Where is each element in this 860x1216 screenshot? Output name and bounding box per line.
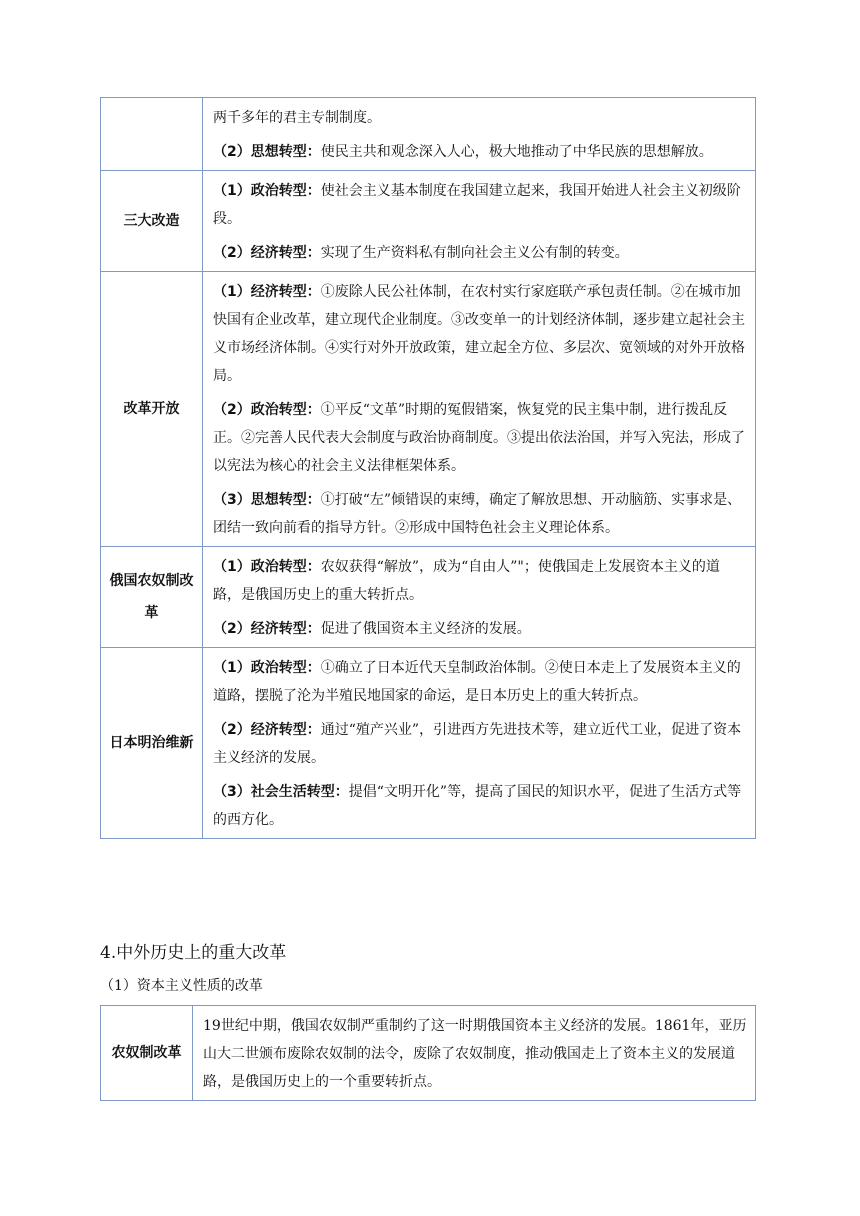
content-paragraph	[213, 396, 747, 480]
sub-section-title: （1）资本主义性质的改革	[100, 978, 263, 994]
content-paragraph	[213, 486, 747, 542]
paragraph-heading: （2）经济转型：	[213, 722, 321, 738]
content-paragraph	[213, 553, 747, 609]
row-label: 日本明治维新	[101, 648, 203, 839]
paragraph-text: 使社会主义基本制度在我国建立起来，我国开始进人社会主义初级阶段。	[213, 183, 741, 227]
row-content	[203, 98, 756, 171]
table-row	[101, 272, 756, 547]
paragraph-heading: （1）政治转型：	[213, 183, 321, 199]
row-content	[203, 648, 756, 839]
paragraph-text: 提倡“文明开化”等，提高了国民的知识水平，促进了生活方式等的西方化。	[213, 784, 742, 828]
content-paragraph	[213, 716, 747, 772]
paragraph-text: ①打破“左”倾错误的束缚，确定了解放思想、开动脑筋、实事求是、团结一致向前看的指导方针。②形成中国特色社会主义理论体系。	[213, 492, 742, 536]
paragraph-heading: （1）经济转型：	[213, 284, 321, 300]
paragraph-text: 通过“殖产兴业”，引进西方先进技术等，建立近代工业，促进了资本主义经济的发展。	[213, 722, 742, 766]
capitalist-reform-table	[100, 1005, 756, 1101]
row-label: 三大改造	[101, 171, 203, 272]
table-row	[101, 648, 756, 839]
content-paragraph	[213, 104, 747, 132]
row-label: 改革开放	[101, 272, 203, 547]
paragraph-heading: （1）政治转型：	[213, 559, 321, 575]
content-paragraph	[213, 138, 747, 166]
paragraph-heading: （2）经济转型：	[213, 245, 321, 261]
table-row	[101, 1006, 756, 1101]
paragraph-heading: （2）思想转型：	[213, 144, 321, 160]
paragraph-text: 实现了生产资料私有制向社会主义公有制的转变。	[320, 245, 629, 261]
paragraph-heading: （1）政治转型：	[213, 660, 321, 676]
paragraph-heading: （2）政治转型：	[213, 402, 321, 418]
section-title: 4.中外历史上的重大改革	[100, 943, 287, 963]
paragraph-text: 农奴获得“解放”，成为“自由人”"；使俄国走上发展资本主义的道路，是俄国历史上的重大转折点。	[213, 559, 720, 603]
content-paragraph	[213, 654, 747, 710]
table-row	[101, 98, 756, 171]
paragraph-text: 使民主共和观念深入人心，极大地推动了中华民族的思想解放。	[320, 144, 713, 160]
paragraph-text: 两千多年的君主专制制度。	[213, 110, 381, 126]
paragraph-heading: （2）经济转型：	[213, 621, 321, 637]
table-row	[101, 171, 756, 272]
paragraph-text: ①确立了日本近代天皇制政治体制。②使日本走上了发展资本主义的道路，摆脱了沦为半殖民地国家的命运，是日本历史上的重大转折点。	[213, 660, 741, 704]
row-label: 农奴制改革	[101, 1006, 193, 1101]
content-paragraph	[213, 239, 747, 267]
row-label: 俄国农奴制改革	[101, 547, 203, 648]
content-paragraph	[213, 278, 747, 390]
row-content: 19世纪中期，俄国农奴制严重制约了这一时期俄国资本主义经济的发展。1861年，亚历山大二世颁布废除农奴制的法令，废除了农奴制度，推动俄国走上了资本主义的发展道路，是俄国历史上的一个重要转折点。	[193, 1006, 756, 1101]
row-content	[203, 171, 756, 272]
content-paragraph	[213, 177, 747, 233]
row-content	[203, 547, 756, 648]
paragraph-text: ①平反“文革”时期的冤假错案，恢复党的民主集中制，进行拨乱反正。②完善人民代表大会制度与政治协商制度。③提出依法治国，并写入宪法，形成了以宪法为核心的社会主义法律框架体系。	[213, 402, 745, 474]
paragraph-heading: （3）思想转型：	[213, 492, 321, 508]
paragraph-heading: （3）社会生活转型：	[213, 784, 349, 800]
content-paragraph	[213, 778, 747, 834]
paragraph-text: ①废除人民公社体制，在农村实行家庭联产承包责任制。②在城市加快国有企业改革，建立现代企业制度。③改变单一的计划经济体制，逐步建立起社会主义市场经济体制。④实行对外开放政策，建立起全方位、多层次、宽领域的对外开放格局。	[213, 284, 745, 384]
content-paragraph	[213, 615, 747, 643]
row-label	[101, 98, 203, 171]
transformation-table	[100, 97, 756, 839]
paragraph-text: 促进了俄国资本主义经济的发展。	[320, 621, 531, 637]
table-row	[101, 547, 756, 648]
row-content	[203, 272, 756, 547]
